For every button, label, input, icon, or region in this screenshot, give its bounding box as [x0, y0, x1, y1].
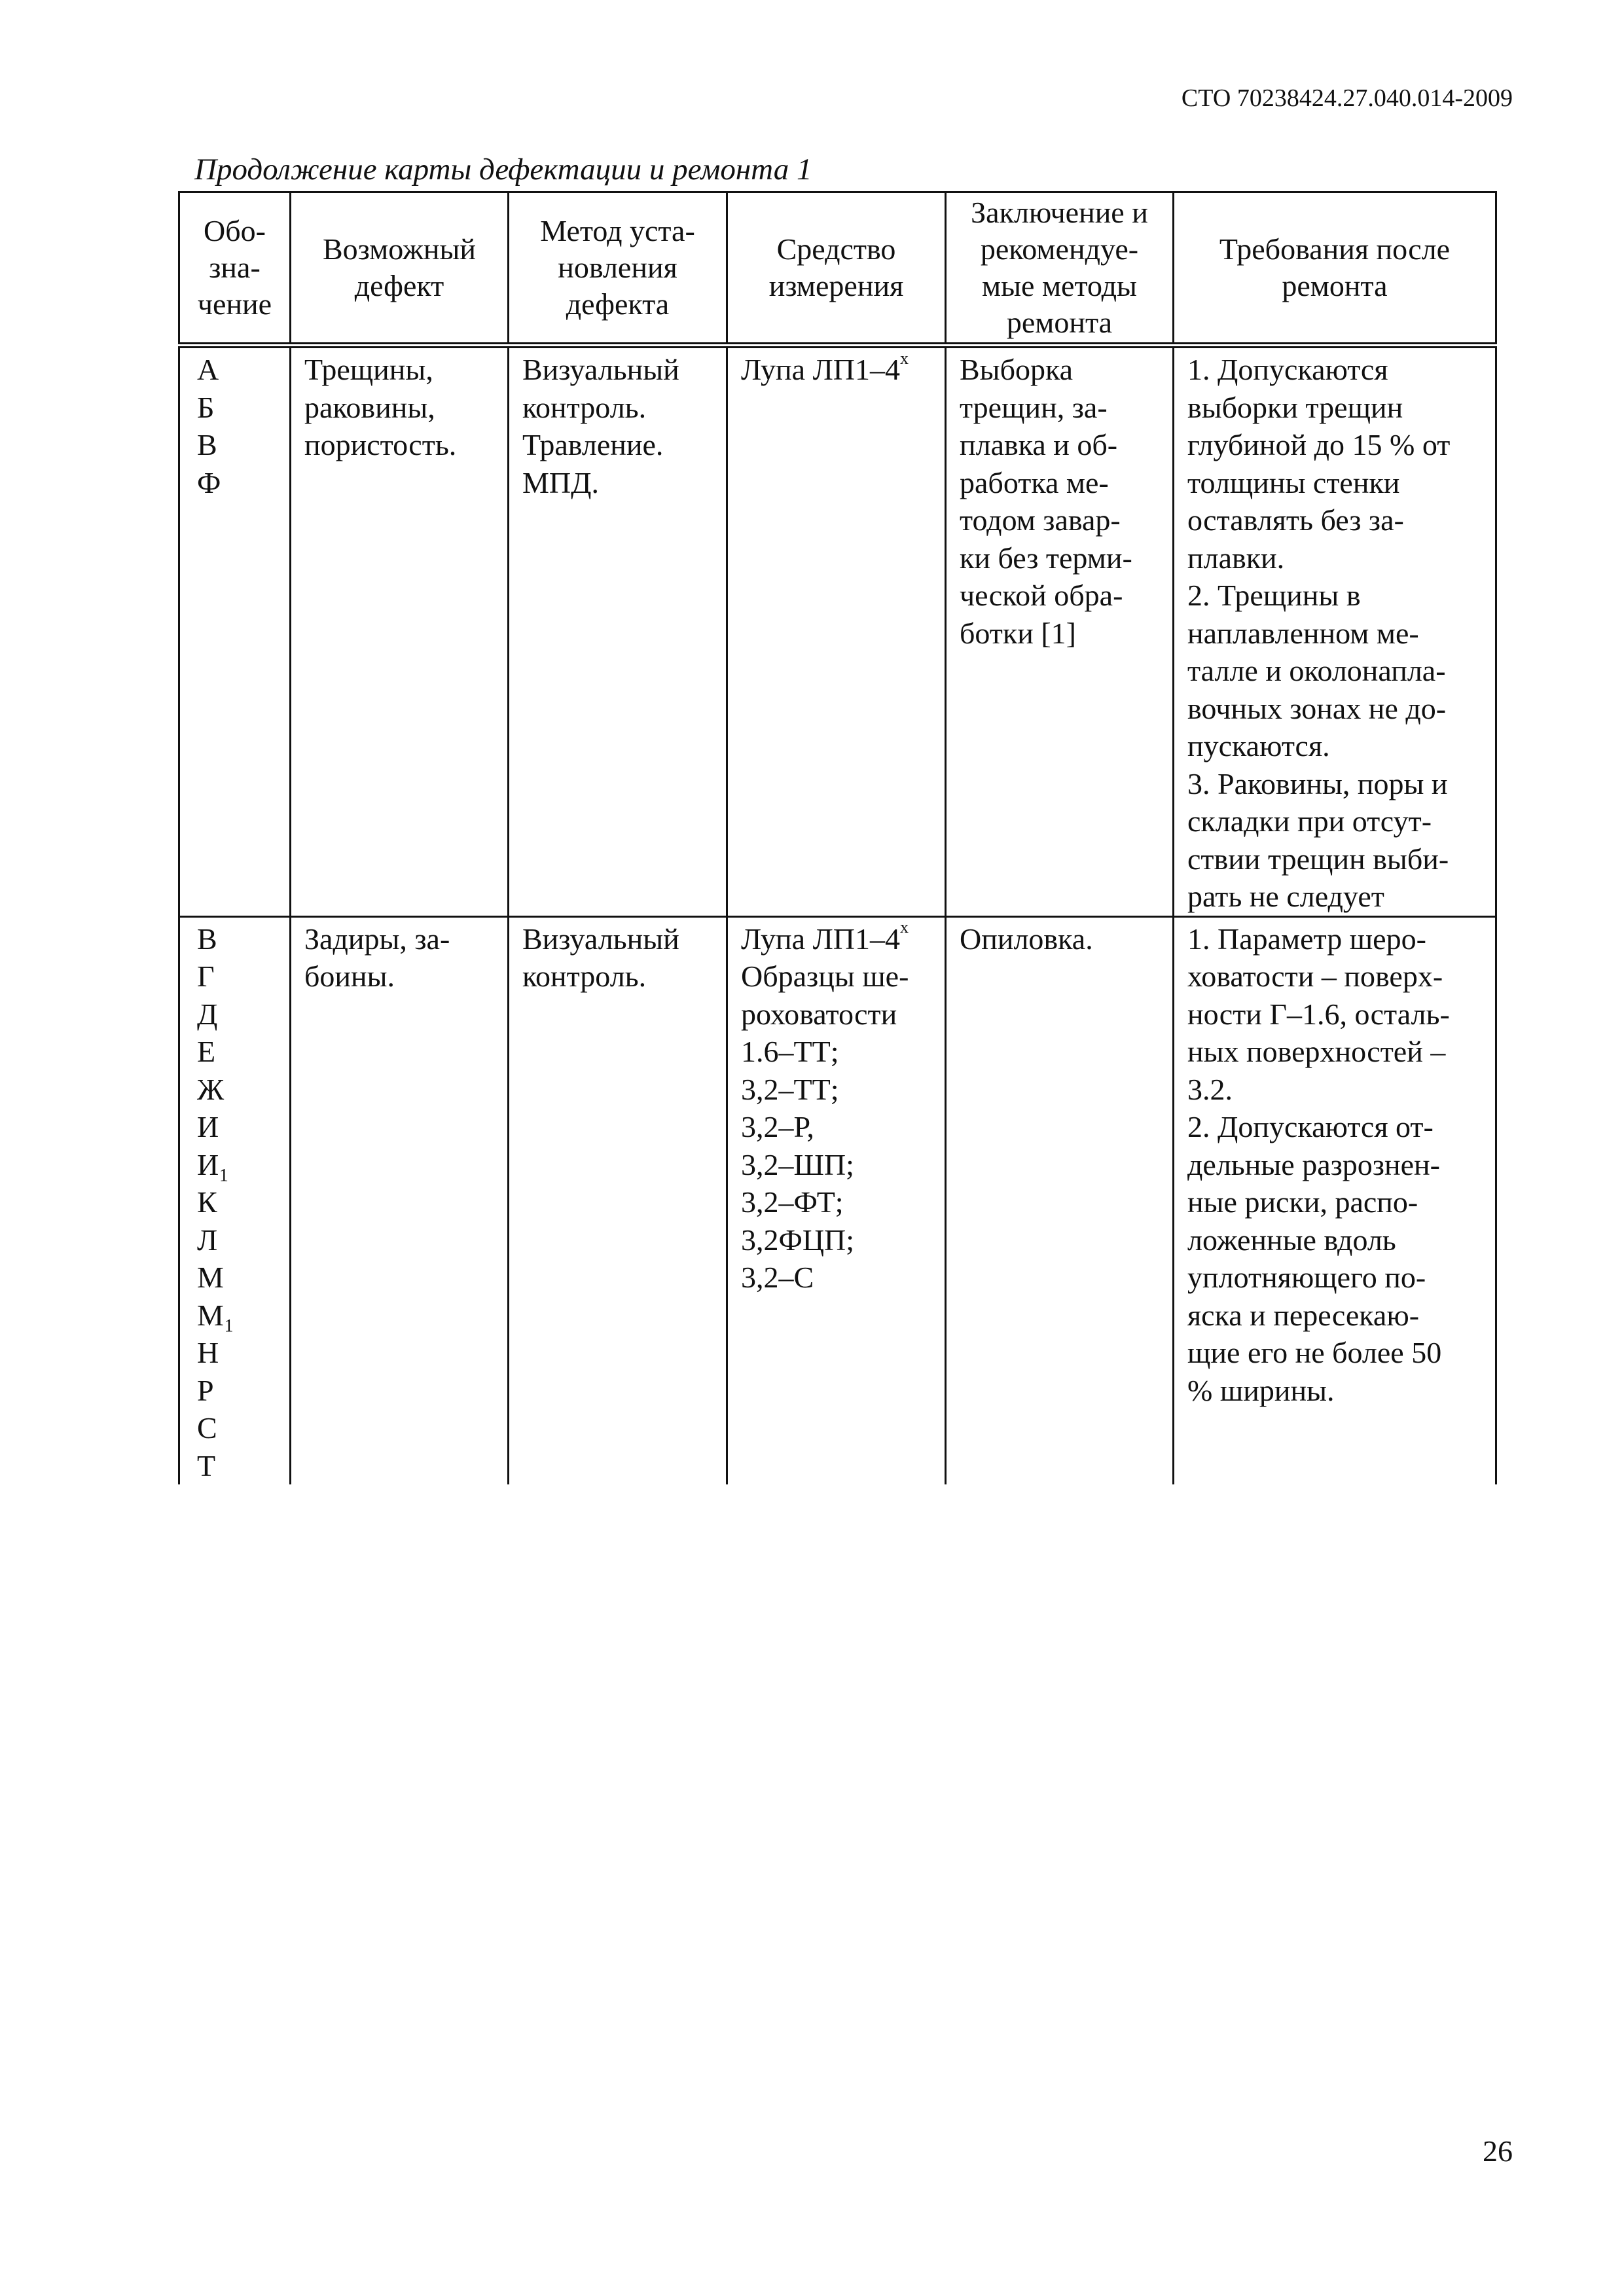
column-header-repair: Заключение и рекомендуе- мые методы ремонта — [946, 192, 1174, 346]
repair-cell: Опиловка. — [946, 916, 1174, 1484]
defect-cell: Трещины, раковины, пористость. — [291, 346, 509, 917]
column-header-method: Метод уста- новления дефекта — [509, 192, 727, 346]
column-header-tool: Средство измерения — [727, 192, 946, 346]
method-cell: Визуальный контроль. Травление. МПД. — [509, 346, 727, 917]
defect-repair-table — [178, 191, 1497, 1484]
designation-cell: А Б В Ф — [179, 346, 291, 917]
column-header-designation: Обо- зна- чение — [179, 192, 291, 346]
defect-cell: Задиры, за- боины. — [291, 916, 509, 1484]
column-header-defect: Возможный дефект — [291, 192, 509, 346]
table-caption: Продолжение карты дефектации и ремонта 1 — [194, 152, 812, 187]
tool-cell — [727, 916, 946, 1484]
column-header-requirements: Требования после ремонта — [1174, 192, 1496, 346]
repair-cell: Выборка трещин, за- плавка и об- работка ме- тодом завар- ки без терми- ческой обра- ботки [1] — [946, 346, 1174, 917]
table-row — [179, 346, 1496, 917]
page-number: 26 — [1483, 2134, 1513, 2168]
tool-superscript: х — [900, 348, 909, 368]
table-header-row — [179, 192, 1496, 346]
table-row — [179, 916, 1496, 1484]
tool-roughness-samples: Образцы ше- роховатости 1.6–ТТ; 3,2–ТТ; 3,2–Р, 3,2–ШП; 3,2–ФТ; 3,2ФЦП; 3,2–С — [741, 960, 909, 1294]
method-cell: Визуальный контроль. — [509, 916, 727, 1484]
tool-name: Лупа ЛП1–4 — [741, 922, 901, 956]
tool-cell — [727, 346, 946, 917]
tool-name: Лупа ЛП1–4 — [741, 353, 901, 386]
designation-cell: В Г Д Е Ж И И₁ К Л М М₁ Н Р С Т — [179, 916, 291, 1484]
requirements-cell: 1. Параметр шеро- ховатости – поверх- ности Г–1.6, осталь- ных поверхностей – 3.2. 2. Допускаются от- дельные разрознен- ные риски, распо- ложенные вдоль уплотняющего по- яска и пересекаю- щие его не более 50 % ширины. — [1174, 916, 1496, 1484]
document-code: СТО 70238424.27.040.014-2009 — [1181, 84, 1513, 112]
tool-superscript: х — [900, 918, 909, 937]
requirements-cell: 1. Допускаются выборки трещин глубиной до 15 % от толщины стенки оставлять без за- плавки. 2. Трещины в наплавленном ме- талле и околонапла- вочных зонах не до- пускаются. 3. Раковины, поры и складки при отсут- ствии трещин выби- рать не следует — [1174, 346, 1496, 917]
